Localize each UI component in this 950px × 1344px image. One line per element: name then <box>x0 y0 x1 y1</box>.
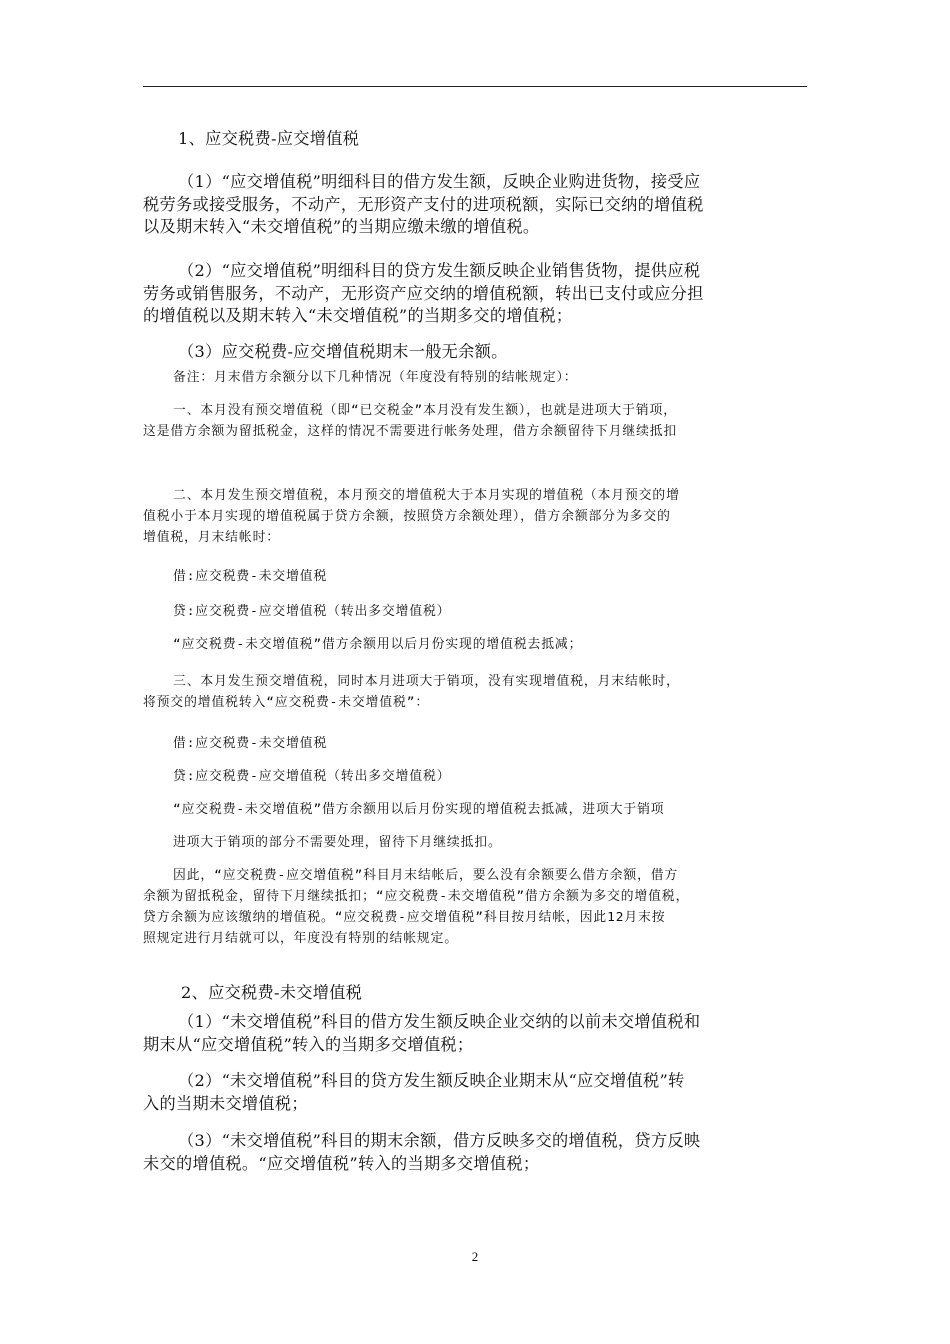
text-line: 贷:应交税费-应交增值税（转出多交增值税） <box>173 604 451 619</box>
text-line: （3）“未交增值税”科目的期末余额，借方反映多交的增值税，贷方反映 <box>178 1131 701 1150</box>
paragraph <box>143 1070 807 1115</box>
text-line: 借:应交税费-未交增值税 <box>173 736 328 751</box>
text-line: 1、应交税费-应交增值税 <box>178 129 360 148</box>
text-line: 一、本月没有预交增值税（即“已交税金”本月没有发生额），也就是进项大于销项， <box>173 403 677 418</box>
text-line: 进项大于销项的部分不需要处理，留待下月继续抵扣。 <box>173 835 502 850</box>
paragraph <box>143 566 807 587</box>
text-line: 贷方余额为应该缴纳的增值税。“应交税费-应交增值税”科目按月结帐，因此12月末按 <box>143 910 666 925</box>
paragraph <box>143 341 807 364</box>
text-line: 劳务或销售服务，不动产，无形资产应交纳的增值税额，转出已支付或应分担 <box>143 283 704 303</box>
paragraph <box>143 865 807 949</box>
text-line: （2）“应交增值税”明细科目的贷方发生额反映企业销售货物，提供应税 <box>178 261 701 280</box>
text-line: 备注：月末借方余额分以下几种情况（年度没有特别的结帐规定）： <box>173 370 578 385</box>
text-line: 照规定进行月结就可以，年度没有特别的结帐规定。 <box>143 931 459 946</box>
paragraph <box>143 601 807 622</box>
page-number: 2 <box>471 1249 479 1264</box>
text-line: （1）“应交增值税”明细科目的借方发生额，反映企业购进货物，接受应 <box>178 172 701 191</box>
paragraph <box>143 799 807 820</box>
text-line: 三、本月发生预交增值税，同时本月进项大于销项，没有实现增值税，月末结帐时， <box>173 674 680 689</box>
paragraph <box>143 982 807 1005</box>
text-line: 二、本月发生预交增值税，本月预交的增值税大于本月实现的增值税（本月预交的增 <box>173 488 680 503</box>
paragraph <box>143 733 807 754</box>
paragraph <box>143 128 807 151</box>
text-line: 值税小于本月实现的增值税属于贷方余额，按照贷方余额处理），借方余额部分为多交的 <box>143 509 671 524</box>
paragraph <box>143 260 807 328</box>
text-line: 期末从“应交增值税”转入的当期多交增值税； <box>143 1034 474 1054</box>
text-line: 未交的增值税。“应交增值税”转入的当期多交增值税； <box>143 1153 540 1173</box>
text-line: （1）“未交增值税”科目的借方发生额反映企业交纳的以前未交增值税和 <box>178 1012 701 1031</box>
header-rule <box>143 86 807 87</box>
paragraph <box>143 400 807 442</box>
paragraph <box>143 1130 807 1175</box>
paragraph <box>143 671 807 713</box>
text-line: “应交税费-未交增值税”借方余额用以后月份实现的增值税去抵减，进项大于销项 <box>173 802 665 817</box>
paragraph <box>143 1011 807 1056</box>
paragraph <box>143 634 807 655</box>
paragraph <box>143 832 807 853</box>
text-line: 因此，“应交税费-应交增值税”科目月末结帐后，要么没有余额要么借方余额，借方 <box>173 868 679 883</box>
text-line: 余额为留抵税金，留待下月继续抵扣；“应交税费-未交增值税”借方余额为多交的增值税， <box>143 889 690 904</box>
text-line: 税劳务或接受服务，不动产，无形资产支付的进项税额，实际已交纳的增值税 <box>143 194 704 214</box>
text-line: 将预交的增值税转入“应交税费-未交增值税”： <box>143 695 430 710</box>
text-line: 以及期末转入“未交增值税”的当期应缴未缴的增值税。 <box>143 217 540 236</box>
text-line: （2）“未交增值税”科目的贷方发生额反映企业期末从“应交增值税”转 <box>178 1071 685 1090</box>
text-line: 增值税，月末结帐时： <box>143 530 280 545</box>
paragraph <box>143 367 807 388</box>
paragraph <box>143 485 807 548</box>
text-line: 的增值税以及期末转入“未交增值税”的当期多交的增值税； <box>143 306 573 325</box>
paragraph <box>143 766 807 787</box>
text-line: 2、应交税费-未交增值税 <box>181 983 363 1002</box>
text-line: 这是借方余额为留抵税金，这样的情况不需要进行帐务处理，借方余额留待下月继续抵扣 <box>143 424 678 439</box>
text-line: （3）应交税费-应交增值税期末一般无余额。 <box>178 342 508 361</box>
paragraph <box>143 171 807 239</box>
text-line: 入的当期未交增值税； <box>143 1093 308 1113</box>
text-line: 贷:应交税费-应交增值税（转出多交增值税） <box>173 769 451 784</box>
text-line: “应交税费-未交增值税”借方余额用以后月份实现的增值税去抵减； <box>173 637 583 652</box>
text-line: 借:应交税费-未交增值税 <box>173 569 328 584</box>
